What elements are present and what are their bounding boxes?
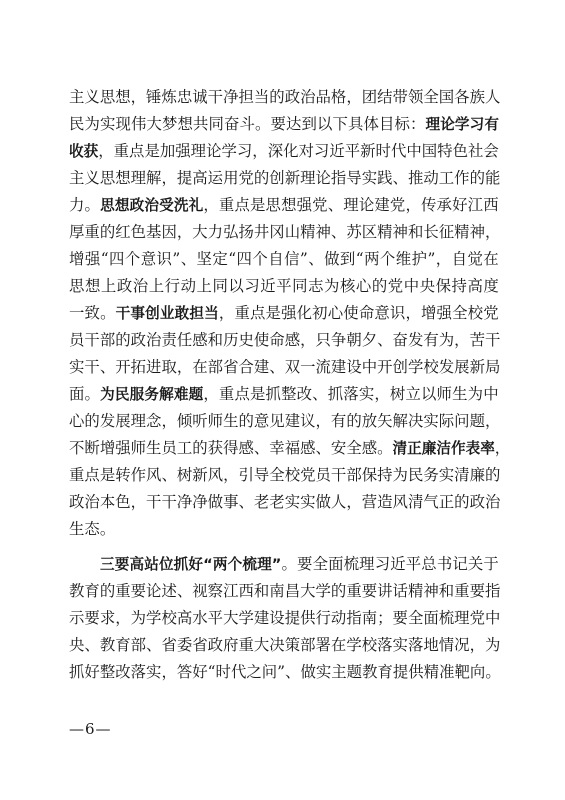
text-line: 生 态 。 <box>69 520 116 538</box>
text-line: 实 干 、 开 拓 进 取 ， 在 部 省 合 建 、 双 一 流 建 设 中 开 创 学 校 发 展 新 局 <box>69 358 501 376</box>
text-line: 央 、 教 育 部 、 省 委 省 政 府 重 大 决 策 部 署 在 学 校 落 实 落 地 情 况 ， 为 <box>69 636 501 654</box>
text-line: 主 义 思 想 理 解 ， 提 高 运 用 党 的 创 新 理 论 指 导 实 践 、 推 动 工 作 的 能 <box>69 169 501 187</box>
text-line: 政 治 本 色 ， 干 干 净 净 做 事 、 老 老 实 实 做 人 ， 营 造 风 清 气 正 的 政 治 <box>69 493 501 511</box>
text-line: 主 义 思 想 ， 锤 炼 忠 诚 干 净 担 当 的 政 治 品 格 ， 团 结 带 领 全 国 各 族 人 <box>69 88 501 106</box>
page-number: —6— <box>69 720 112 738</box>
text-line: 重 点 是 转 作 风 、 树 新 风 ， 引 导 全 校 党 员 干 部 保 持 为 民 务 实 清 廉 的 <box>69 466 501 484</box>
text-line: 面 。 为 民 服 务 解 难 题 ， 重 点 是 抓 整 改 、 抓 落 实 ， 树 立 以 师 生 为 中 <box>69 385 499 403</box>
text-line: 抓 好 整 改 落 实 ， 答 好 “ 时 代 之 问 ” 、 做 实 主 题 教 育 提 供 精 准 靶 向 。 <box>69 663 501 681</box>
text-line: 收 获 ， 重 点 是 加 强 理 论 学 习 ， 深 化 对 习 近 平 新 时 代 中 国 特 色 社 会 <box>69 142 499 160</box>
text-line: 三 要 高 站 位 抓 好 “ 两 个 梳 理 ” 。 要 全 面 梳 理 习 近 平 总 书 记 关 于 <box>100 555 499 573</box>
text-line: 教 育 的 重 要 论 述 、 视 察 江 西 和 南 昌 大 学 的 重 要 讲 话 精 神 和 重 要 指 <box>69 582 501 600</box>
text-line: 民 为 实 现 伟 大 梦 想 共 同 奋 斗 。 要 达 到 以 下 具 体 目 标 ： 理 论 学 习 有 <box>69 115 499 133</box>
text-line: 示 要 求 ， 为 学 校 高 水 平 大 学 建 设 提 供 行 动 指 南 ； 要 全 面 梳 理 党 中 <box>69 609 501 627</box>
text-line: 员 干 部 的 政 治 责 任 感 和 历 史 使 命 感 ， 只 争 朝 夕 、 奋 发 有 为 ， 苦 干 <box>69 331 501 349</box>
text-line: 一 致 。 干 事 创 业 敢 担 当 ， 重 点 是 强 化 初 心 使 命 意 识 ， 增 强 全 校 党 <box>69 304 499 322</box>
text-line: 增 强 “ 四 个 意 识 ” 、 坚 定 “ 四 个 自 信 ” 、 做 到 “ 两 个 维 护 ” ， 自 觉 在 <box>69 250 499 268</box>
text-line: 心 的 发 展 理 念 ， 倾 听 师 生 的 意 见 建 议 ， 有 的 放 矢 解 决 实 际 问 题 ， <box>69 412 501 430</box>
text-line: 思 想 上 政 治 上 行 动 上 同 以 习 近 平 同 志 为 核 心 的 党 中 央 保 持 高 度 <box>69 277 499 295</box>
text-line: 力 。 思 想 政 治 受 洗 礼 ， 重 点 是 思 想 强 党 、 理 论 建 党 ， 传 承 好 江 西 <box>69 196 499 214</box>
body-text <box>69 84 511 686</box>
text-line: 不 断 增 强 师 生 员 工 的 获 得 感 、 幸 福 感 、 安 全 感 。 清 正 廉 洁 作 表 率 ， <box>69 439 511 457</box>
text-line: 厚 重 的 红 色 基 因 ， 大 力 弘 扬 井 冈 山 精 神 、 苏 区 精 神 和 长 征 精 神 ， <box>69 223 501 241</box>
